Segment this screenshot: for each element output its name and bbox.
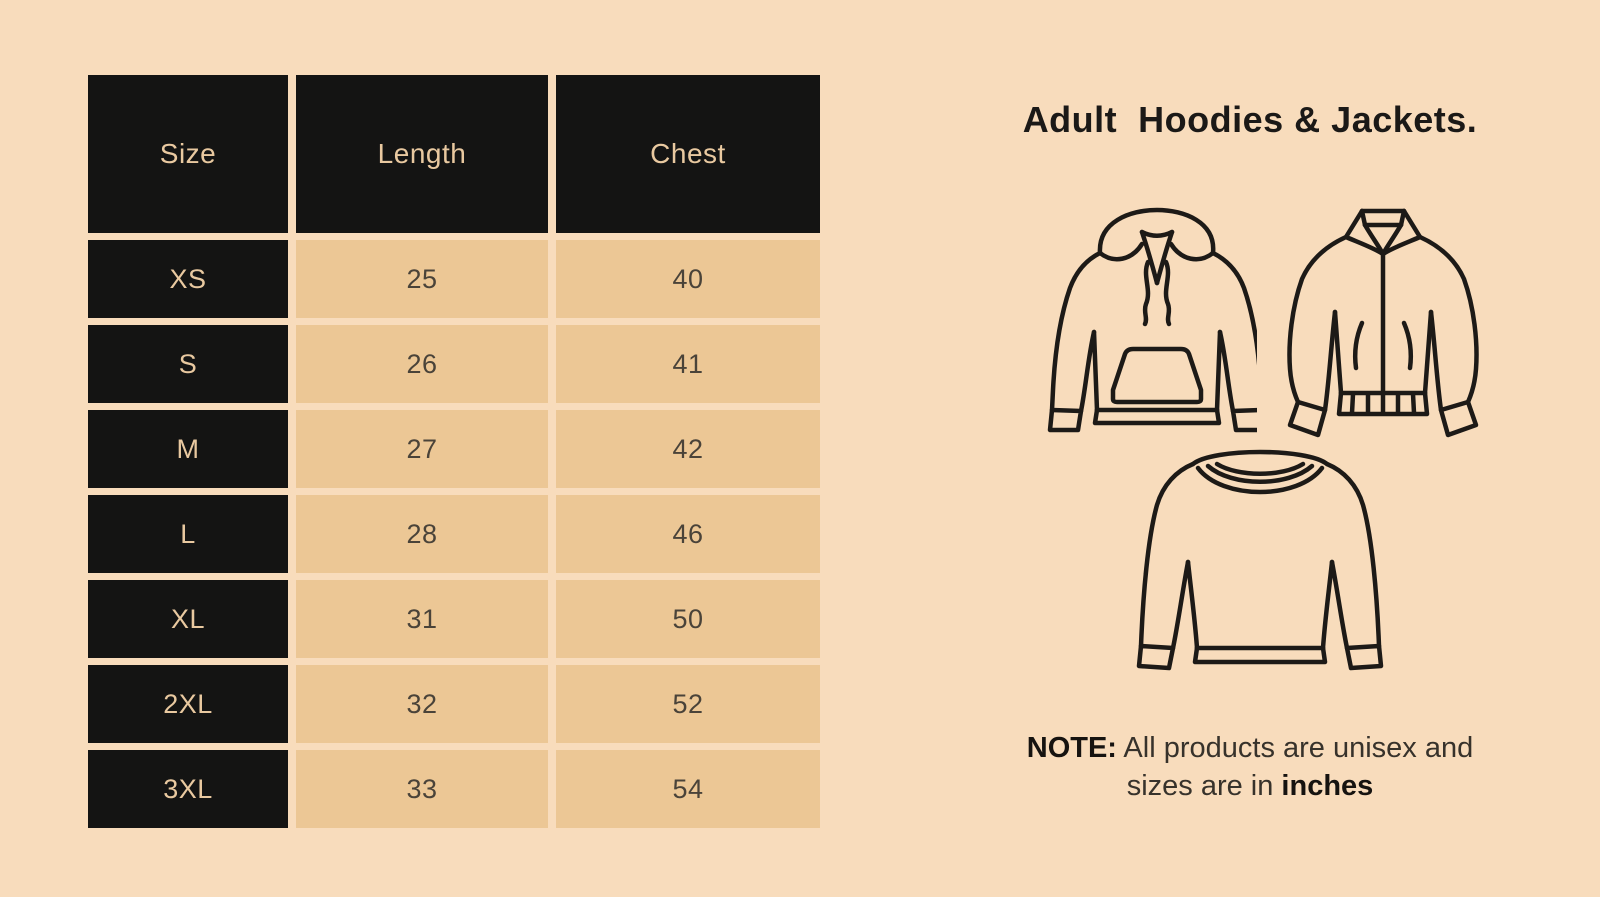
- note-line-2: sizes are in inches: [1126, 770, 1374, 802]
- sweatshirt-icon: [1136, 444, 1390, 674]
- column-header-length: Length: [296, 75, 548, 233]
- chest-cell-l: 46: [556, 495, 820, 573]
- size-cell-s: S: [88, 325, 288, 403]
- length-cell-2xl: 32: [296, 665, 548, 743]
- chest-cell-2xl: 52: [556, 665, 820, 743]
- size-cell-xl: XL: [88, 580, 288, 658]
- length-cell-3xl: 33: [296, 750, 548, 828]
- length-cell-s: 26: [296, 325, 548, 403]
- size-cell-l: L: [88, 495, 288, 573]
- note-units: inches: [1281, 770, 1374, 802]
- bomber-jacket-icon: [1272, 197, 1487, 440]
- length-cell-xs: 25: [296, 240, 548, 318]
- length-cell-l: 28: [296, 495, 548, 573]
- chest-cell-m: 42: [556, 410, 820, 488]
- length-cell-xl: 31: [296, 580, 548, 658]
- size-cell-2xl: 2XL: [88, 665, 288, 743]
- chest-cell-xs: 40: [556, 240, 820, 318]
- size-cell-m: M: [88, 410, 288, 488]
- size-cell-xs: XS: [88, 240, 288, 318]
- note-label: NOTE:: [1026, 732, 1117, 764]
- column-header-chest: Chest: [556, 75, 820, 233]
- column-header-size: Size: [88, 75, 288, 233]
- hoodie-icon: [1042, 200, 1257, 438]
- note-text: [960, 729, 1540, 805]
- note-line-1: NOTE: All products are unisex and: [1026, 732, 1474, 764]
- chest-cell-s: 41: [556, 325, 820, 403]
- size-chart-table: [88, 75, 820, 828]
- chest-cell-xl: 50: [556, 580, 820, 658]
- page-title: Adult Hoodies & Jackets.: [1022, 99, 1478, 140]
- size-cell-3xl: 3XL: [88, 750, 288, 828]
- chest-cell-3xl: 54: [556, 750, 820, 828]
- length-cell-m: 27: [296, 410, 548, 488]
